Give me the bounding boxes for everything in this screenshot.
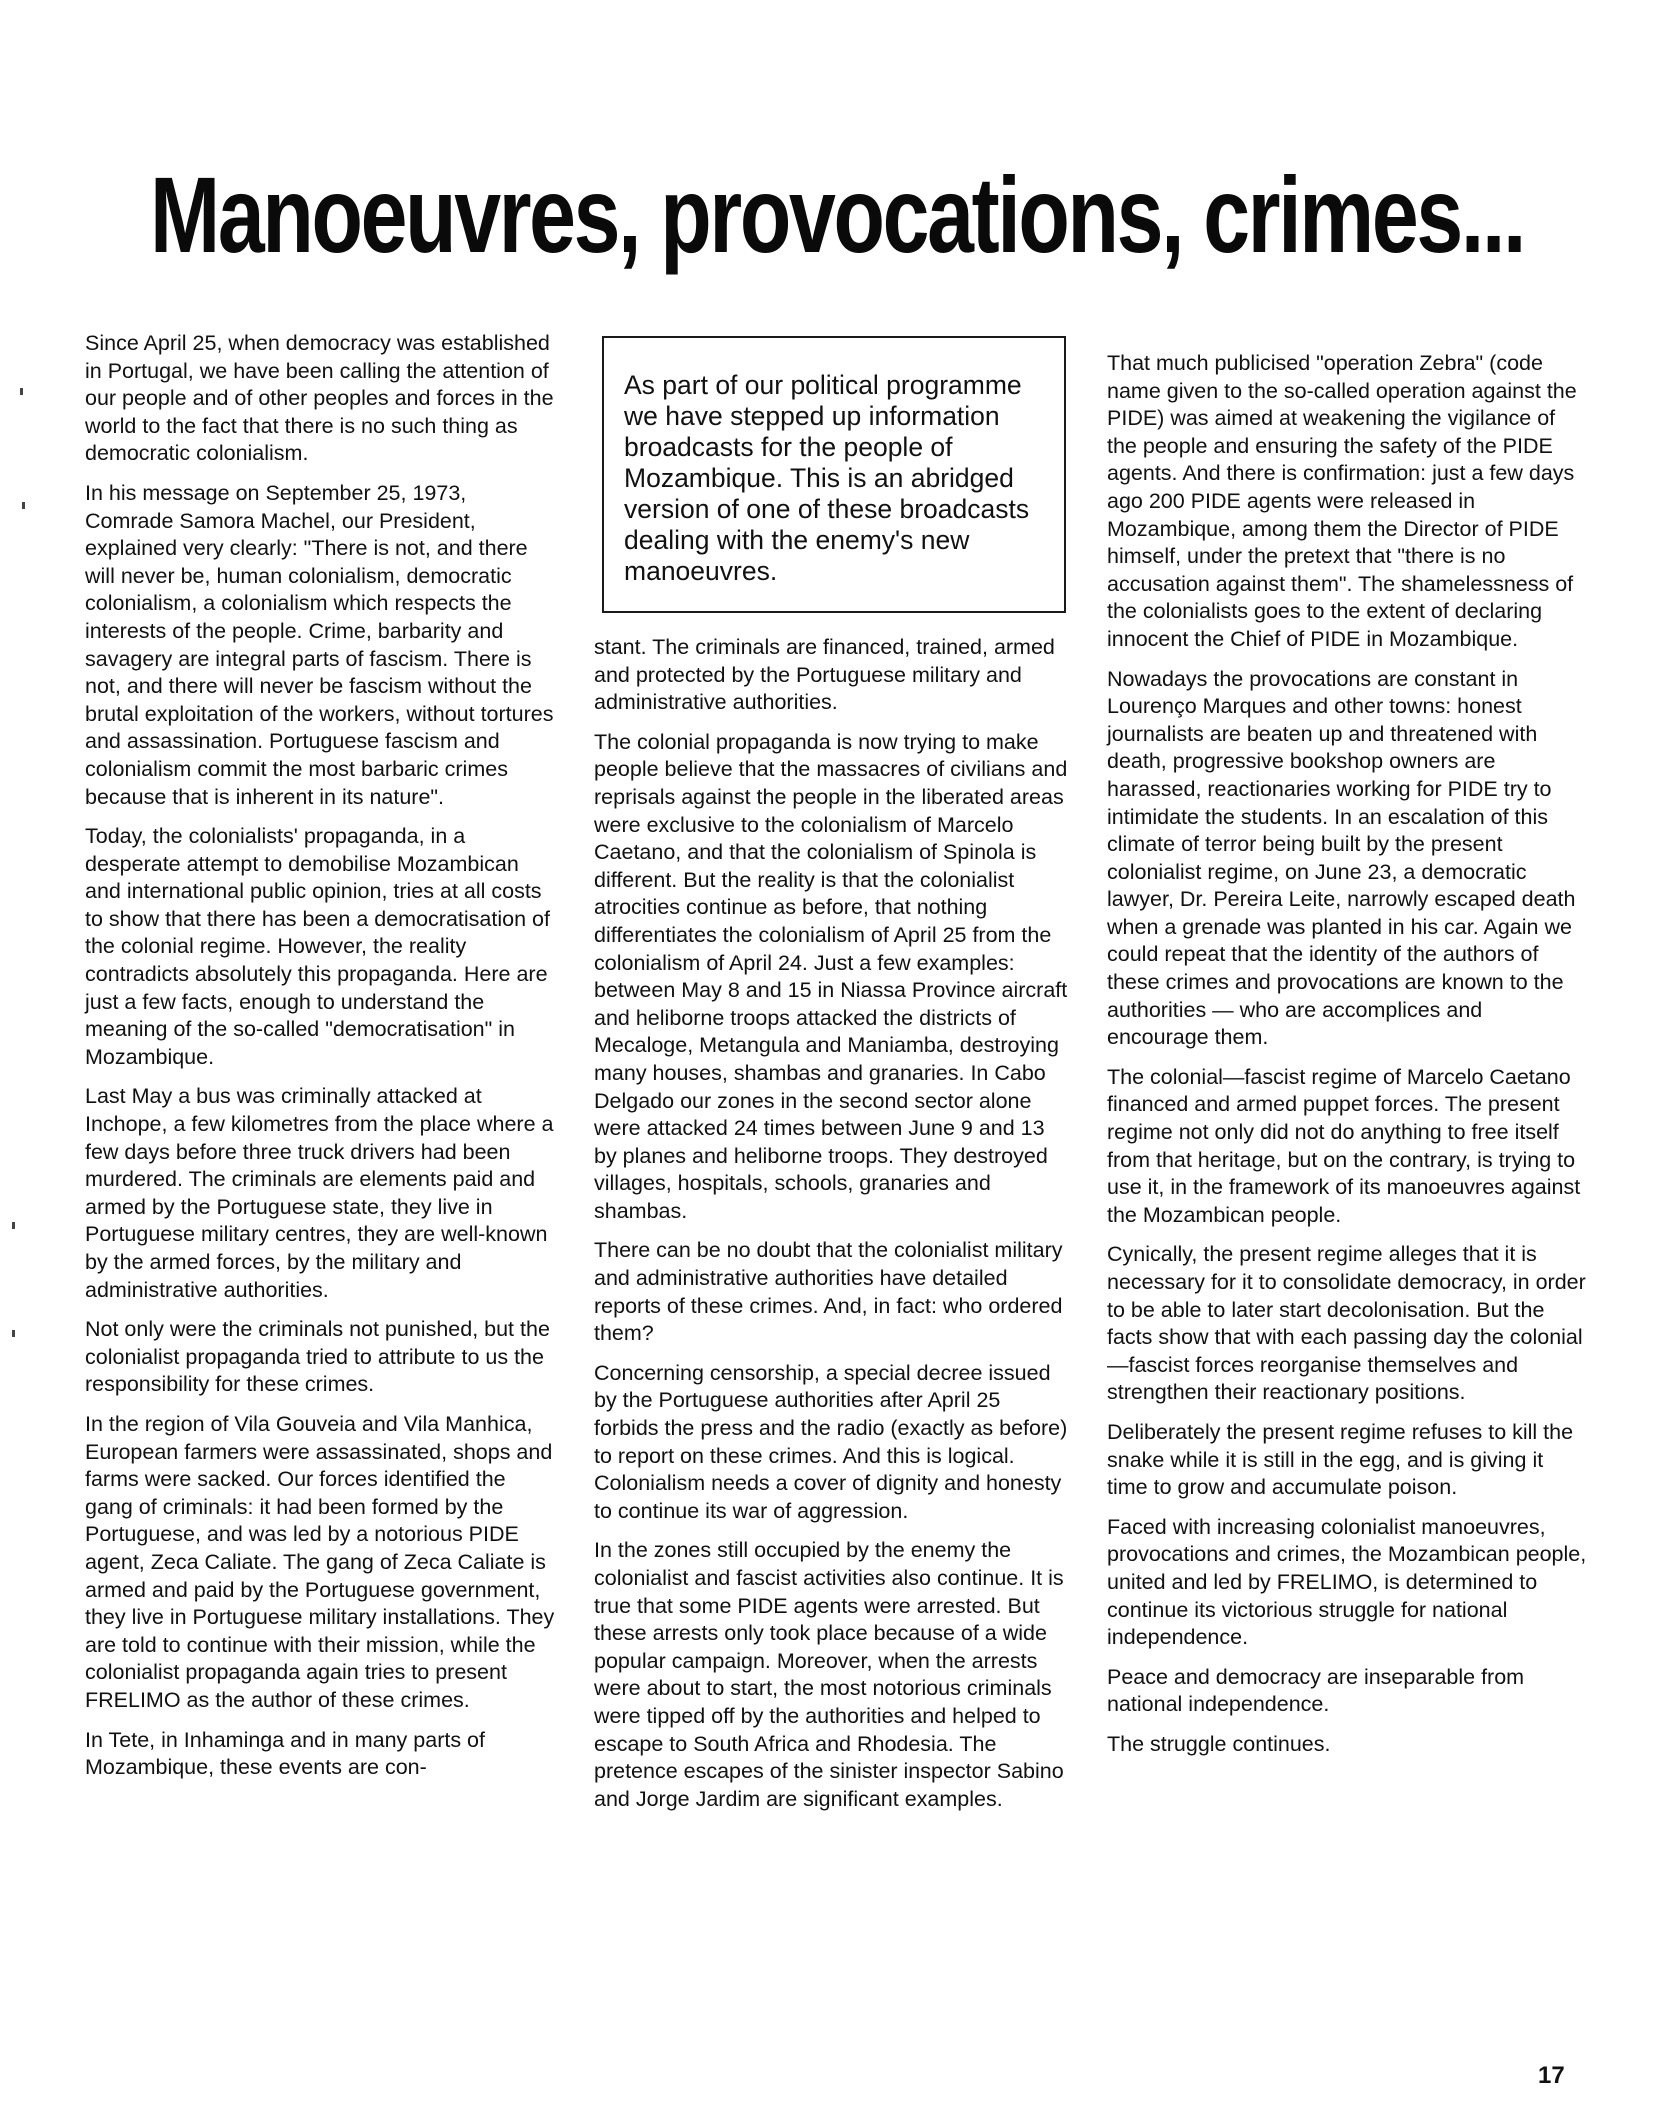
paragraph: There can be no doubt that the colonialist military and administrative authorities have detailed reports of these crimes. And, in fact: who ordered them? (594, 1238, 1063, 1346)
page-number: 17 (1538, 2062, 1565, 2089)
paragraph: In the zones still occupied by the enemy the colonialist and fascist activities also continue. It is true that some PIDE agents were arrested. But these arrests only took place because of a wide popular campaign. Moreover, when the arrests were about to start, the most notorious criminals were tipped off by the authorities and helped to escape to South Africa and Rhodesia. The pretence escapes of the sinister inspector Sabino and Jorge Jardim are significant examples. (594, 1538, 1064, 1811)
paragraph: The struggle continues. (1107, 1731, 1331, 1756)
scan-mark (20, 388, 23, 395)
paragraph: Nowadays the provocations are constant in Lourenço Marques and other towns: honest journalists are beaten up and threatened with death, progressive bookshop owners are harassed, reactionaries working for PIDE try to intimidate the students. In an escalation of this climate of terror being built by the present colonialist regime, on June 23, a democratic lawyer, Dr. Pereira Leite, narrowly escaped death when a grenade was planted in his car. Again we could repeat that the identity of the authors of these crimes and provocations are known to the authorities — who are accomplices and encourage them. (1107, 666, 1576, 1050)
scan-mark (22, 502, 25, 509)
paragraph: stant. The criminals are financed, trained, armed and protected by the Portuguese military and administrative authorities. (594, 635, 1055, 715)
article-title: Manoeuvres, provocations, crimes... (150, 154, 1525, 275)
intro-box: As part of our political programme we have stepped up information broadcasts for the people of Mozambique. This is an abridged version of one of these broadcasts dealing with the enemy's new manoeuvres. (602, 336, 1066, 613)
paragraph: Since April 25, when democracy was established in Portugal, we have been calling the attention of our people and of other peoples and forces in the world to the fact that there is no such thing as democratic colonialism. (85, 331, 554, 466)
paragraph: Today, the colonialists' propaganda, in a desperate attempt to demobilise Mozambican and international public opinion, tries at all costs to show that there has been a democratisation of the colonial regime. However, the reality contradicts absolutely this propaganda. Here are just a few facts, enough to understand the meaning of the so-called "democratisation" in Mozambique. (85, 824, 550, 1069)
paragraph: In the region of Vila Gouveia and Vila Manhica, European farmers were assassinated, shops and farms were sacked. Our forces identified the gang of criminals: it had been formed by the Portuguese, and was led by a notorious PIDE agent, Zeca Caliate. The gang of Zeca Caliate is armed and paid by the Portuguese government, they live in Portuguese military installations. They are told to continue with their mission, while the colonialist propaganda again tries to present FRELIMO as the author of these crimes. (85, 1411, 555, 1712)
paragraph: That much publicised "operation Zebra" (code name given to the so-called operation against the PIDE) was aimed at weakening the vigilance of the people and ensuring the safety of the PIDE agents. And there is confirmation: just a few days ago 200 PIDE agents were released in Mozambique, among them the Director of PIDE himself, under the pretext that "there is no accusation against them". The shamelessness of the colonialists goes to the extent of declaring innocent the Chief of PIDE in Mozambique. (1107, 351, 1577, 651)
paragraph: Last May a bus was criminally attacked at Inchope, a few kilometres from the place where a few days before three truck drivers had been murdered. The criminals are elements paid and armed by the Portuguese state, they live in Portuguese military centres, they are well-known by the armed forces, by the military and administrative authorities. (85, 1084, 554, 1302)
scan-mark (12, 1222, 15, 1229)
scan-mark (12, 1330, 15, 1337)
paragraph: Not only were the criminals not punished, but the colonialist propaganda tried to attribute to us the responsibility for these crimes. (85, 1317, 550, 1397)
paragraph: Peace and democracy are inseparable from national independence. (1107, 1664, 1525, 1717)
paragraph: The colonial—fascist regime of Marcelo Caetano financed and armed puppet forces. The present regime not only did not do anything to free itself from that heritage, but on the contrary, is trying to use it, in the framework of its manoeuvres against the Mozambican people. (1107, 1064, 1581, 1227)
column-3 (1107, 350, 1587, 1771)
column-1 (85, 330, 555, 1794)
paragraph: In his message on September 25, 1973, Comrade Samora Machel, our President, explained very clearly: "There is not, and there will never be, human colonialism, democratic colonialism, a colonialism which respects the interests of the people. Crime, barbarity and savagery are integral parts of fascism. There is not, and there will never be fascism without the brutal exploitation of the workers, without tortures and assassination. Portuguese fascism and colonialism commit the most barbaric crimes because that is inherent in its nature". (85, 480, 554, 809)
paragraph: The colonial propaganda is now trying to make people believe that the massacres of civilians and reprisals against the people in the liberated areas were exclusive to the colonialism of Marcelo Caetano, and that the colonialism of Spinola is different. But the reality is that the colonialist atrocities continue as before, that nothing differentiates the colonialism of April 25 from the colonialism of April 24. Just a few examples: between May 8 and 15 in Niassa Province aircraft and heliborne troops attacked the districts of Mecaloge, Metangula and Maniamba, destroying many houses, shambas and granaries. In Cabo Delgado our zones in the second sector alone were attacked 24 times between June 9 and 13 by planes and heliborne troops. They destroyed villages, hospitals, schools, granaries and shambas. (594, 729, 1068, 1223)
paragraph: In Tete, in Inhaminga and in many parts of Mozambique, these events are con- (85, 1727, 485, 1780)
column-2 (594, 634, 1068, 1825)
paragraph: Deliberately the present regime refuses to kill the snake while it is still in the egg, and is giving it time to grow and accumulate poison. (1107, 1419, 1574, 1500)
paragraph: Cynically, the present regime alleges that it is necessary for it to consolidate democracy, in order to be able to later start decolonisation. But the facts show that with each passing day the colonial—fascist forces reorganise themselves and strengthen their reactionary positions. (1107, 1242, 1586, 1405)
paragraph: Faced with increasing colonialist manoeuvres, provocations and crimes, the Mozambican people, united and led by FRELIMO, is determined to continue its victorious struggle for national independence. (1107, 1514, 1587, 1650)
paragraph: Concerning censorship, a special decree issued by the Portuguese authorities after April 25 forbids the press and the radio (exactly as before) to report on these crimes. And this is logical. Colonialism needs a cover of dignity and honesty to continue its war of aggression. (594, 1360, 1068, 1523)
